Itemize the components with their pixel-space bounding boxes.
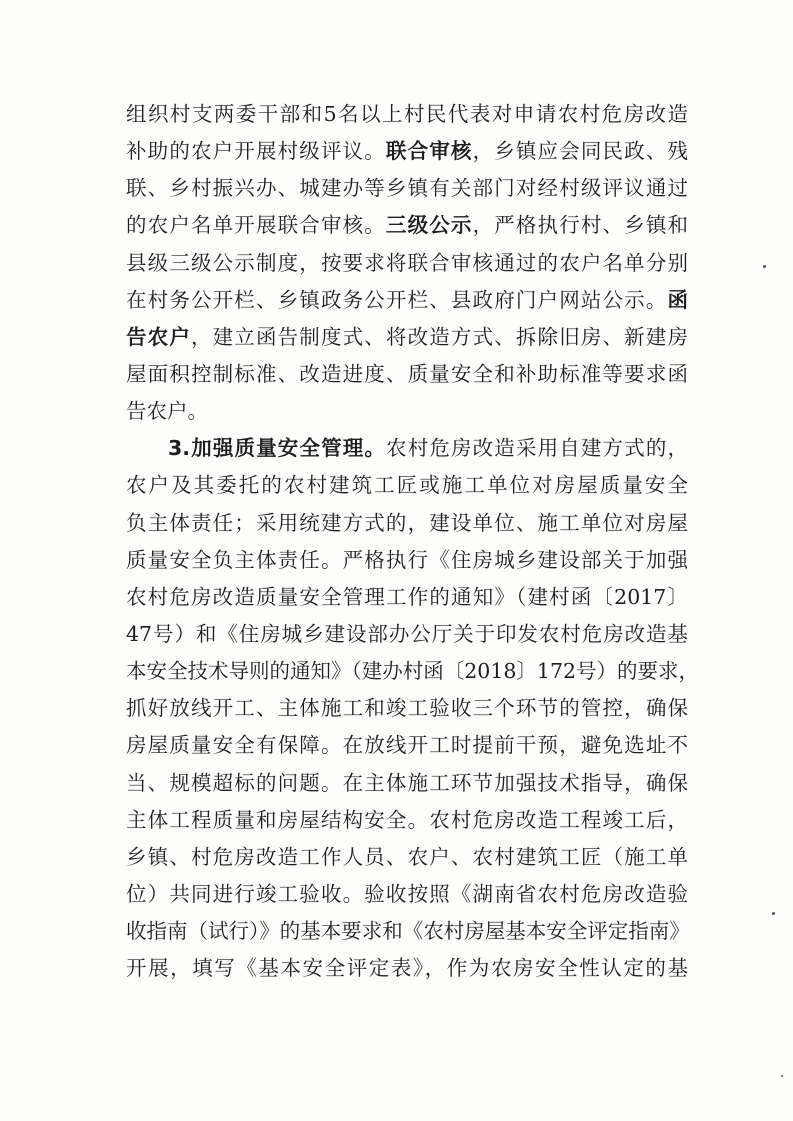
- text-run: 房屋质量安全有保障。在放线开工时提前干预，避免选址不: [126, 733, 688, 758]
- text-line: [126, 839, 688, 876]
- text-run: 的农户名单开展联合审核。: [126, 213, 386, 238]
- text-run: 收指南（试行）》的基本要求和《农村房屋基本安全评定指南》: [126, 919, 690, 944]
- text-run: 本安全技术导则的通知》（建办村函〔2018〕172号）的要求，: [126, 659, 700, 684]
- text-line: [126, 356, 688, 393]
- text-line: [126, 245, 688, 282]
- text-line: [126, 393, 688, 430]
- text-run: 农户及其委托的农村建筑工匠或施工单位对房屋质量安全: [126, 473, 688, 498]
- text-run: 开展，填写《基本安全评定表》，作为农房安全性认定的基: [126, 956, 688, 981]
- text-line: [126, 616, 688, 653]
- text-line: [126, 727, 688, 764]
- text-run: ，乡镇应会同民政、残: [472, 139, 689, 164]
- text-run: 告农户。: [126, 399, 208, 424]
- text-line: [126, 467, 688, 504]
- text-line: [126, 207, 688, 244]
- text-line: [126, 653, 700, 690]
- text-line: [126, 96, 688, 133]
- text-run: 补助的农户开展村级评议。: [126, 139, 386, 164]
- text-line: [126, 950, 688, 987]
- text-line: [126, 765, 688, 802]
- text-run: 主体工程质量和房屋结构安全。农村危房改造工程竣工后，: [126, 807, 688, 832]
- text-line: [126, 542, 688, 579]
- text-run: 抓好放线开工、主体施工和竣工验收三个环节的管控，确保: [126, 696, 688, 721]
- text-run: 位）共同进行竣工验收。验收按照《湖南省农村危房改造验: [126, 881, 688, 906]
- scan-speck: [772, 912, 775, 915]
- bold-heading-run: 联合审核: [385, 139, 473, 164]
- text-line: [126, 430, 688, 467]
- text-run: 质量安全负主体责任。严格执行《住房城乡建设部关于加强: [126, 547, 688, 572]
- bold-heading-run: 告农户: [126, 324, 191, 349]
- text-line: [126, 690, 688, 727]
- text-line: [126, 170, 688, 207]
- text-run: 负主体责任；采用统建方式的，建设单位、施工单位对房屋: [126, 510, 688, 535]
- text-line: [126, 282, 688, 319]
- scan-speck: [781, 1075, 783, 1077]
- text-line: [126, 802, 688, 839]
- bold-heading-run: 函: [667, 287, 688, 312]
- text-run: 屋面积控制标准、改造进度、质量安全和补助标准等要求函: [126, 361, 688, 386]
- text-run: 组织村支两委干部和5名以上村民代表对申请农村危房改造: [126, 102, 688, 126]
- body-text: [126, 96, 700, 987]
- text-run: 47号）和《住房城乡建设部办公厅关于印发农村危房改造基: [126, 621, 688, 646]
- text-line: [126, 319, 688, 356]
- text-line: [126, 579, 688, 616]
- scan-speck: [763, 265, 766, 268]
- text-run: 当、规模超标的问题。在主体施工环节加强技术指导，确保: [126, 770, 688, 795]
- text-run: 农村危房改造质量安全管理工作的通知》（建村函〔2017〕: [126, 584, 688, 609]
- text-run: 县级三级公示制度，按要求将联合审核通过的农户名单分别: [126, 250, 688, 275]
- text-run: 农村危房改造采用自建方式的，: [386, 436, 688, 461]
- text-run: 在村务公开栏、乡镇政务公开栏、县政府门户网站公示。: [126, 287, 668, 312]
- text-run: ，建立函告制度式、将改造方式、拆除旧房、新建房: [190, 324, 689, 349]
- text-line: [126, 133, 688, 170]
- text-run: 联、乡村振兴办、城建办等乡镇有关部门对经村级评议通过: [126, 176, 688, 201]
- text-line: [126, 505, 688, 542]
- text-run: ，严格执行村、乡镇和: [472, 213, 689, 238]
- text-run: 乡镇、村危房改造工作人员、农户、农村建筑工匠（施工单: [126, 844, 688, 869]
- bold-heading-run: 三级公示: [385, 213, 473, 238]
- bold-heading-run: 3.加强质量安全管理。: [168, 436, 387, 461]
- text-line: [126, 913, 688, 950]
- text-line: [126, 876, 688, 913]
